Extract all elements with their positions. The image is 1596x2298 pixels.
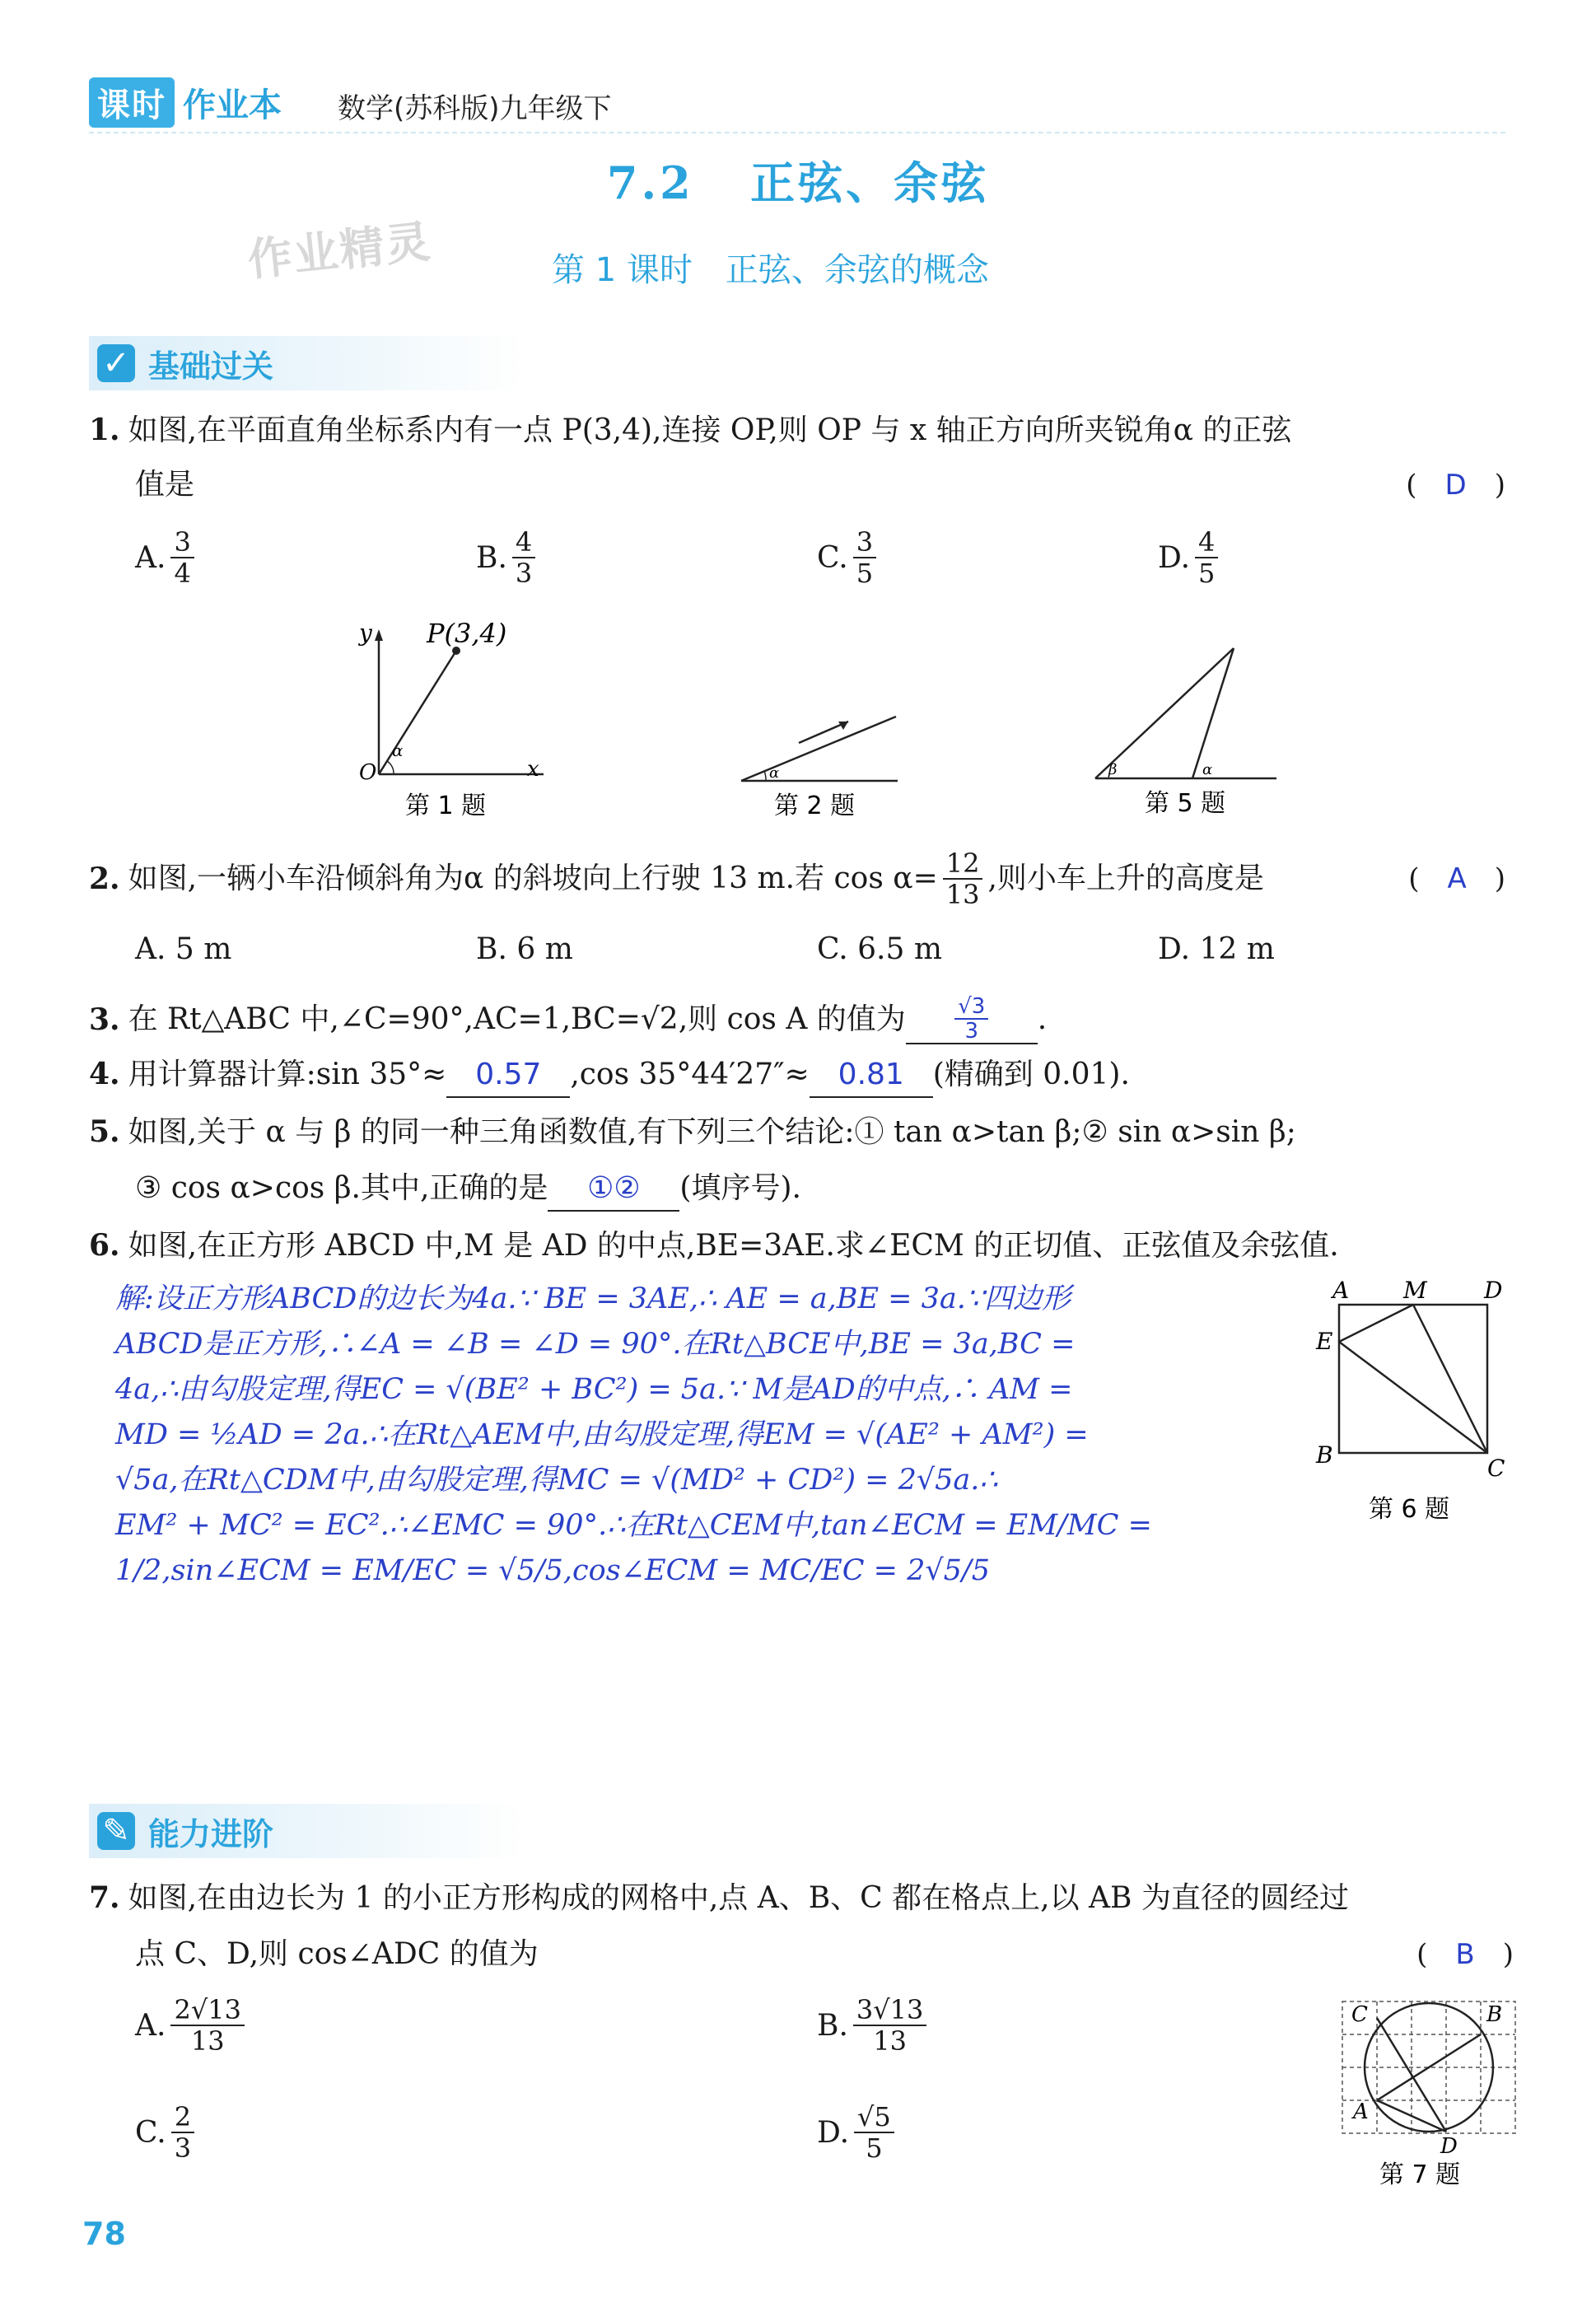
label-e: E <box>1316 1328 1333 1355</box>
page-number: 78 <box>82 2216 126 2252</box>
figure-5 <box>1087 638 1285 820</box>
answer-blank: 0.57 <box>446 1053 570 1098</box>
fraction <box>854 2102 894 2163</box>
question-text: 值是 <box>135 468 195 502</box>
section-name: 正弦、余弦 <box>750 156 990 209</box>
segment-op <box>379 651 456 774</box>
option-label: D. <box>1158 540 1191 575</box>
label-y: y <box>359 619 372 647</box>
fraction <box>512 527 535 588</box>
solution-line: EM² + MC² = EC².∴∠EMC = 90°.∴在Rt△CEM中,tan∠ECM = EM/MC = <box>115 1509 1152 1542</box>
denominator: 4 <box>174 558 191 589</box>
question-number: 6. <box>89 1228 120 1263</box>
numerator: 4 <box>1195 527 1218 558</box>
watermark: 作业精灵 <box>245 215 435 287</box>
option-b: B. 6 m <box>476 932 573 966</box>
denominator: 13 <box>945 879 980 910</box>
figure-7 <box>1330 1985 1519 2191</box>
answer-paren: ( D ) <box>1406 469 1505 502</box>
option-label: B. <box>817 2008 848 2043</box>
option-d <box>817 2102 899 2163</box>
label-p: P(3,4) <box>427 618 507 649</box>
option-a <box>135 527 199 588</box>
question-text: ,则小车上升的高度是 <box>987 862 1264 895</box>
angle-arc <box>764 771 766 781</box>
label-a: A <box>1353 2099 1369 2124</box>
answer-blank: 0.81 <box>810 1053 933 1098</box>
question-2 <box>89 848 1505 909</box>
question-number: 3. <box>89 1002 120 1037</box>
segment-em <box>1339 1305 1413 1342</box>
option-label: B. <box>476 540 507 575</box>
question-4 <box>89 1053 1130 1098</box>
segment-mc <box>1413 1305 1487 1453</box>
denominator: 13 <box>873 2025 907 2057</box>
label-x: x <box>527 757 539 782</box>
band-label: 能力进阶 <box>148 1815 274 1852</box>
answer: B <box>1455 1938 1475 1971</box>
question-text: ,cos 35°44′27″≈ <box>570 1058 810 1091</box>
solution-line: √5a,在Rt△CDM中,由勾股定理,得MC = √(MD² + CD²) = 2√5a.∴ <box>115 1464 998 1497</box>
question-number: 2. <box>89 862 120 896</box>
question-text: 如图,在平面直角坐标系内有一点 P(3,4),连接 OP,则 OP 与 x 轴正方向所夹锐角α 的正弦 <box>128 413 1292 447</box>
logo-box: 课时 <box>89 77 175 128</box>
solution-line: ABCD是正方形,∴∠A = ∠B = ∠D = 90°.在Rt△BCE中,BE = 3a,BC = <box>115 1328 1076 1361</box>
question-number: 1. <box>89 413 120 447</box>
question-text: 点 C、D,则 cos∠ADC 的值为 <box>135 1937 539 1971</box>
label-alpha: α <box>392 740 404 760</box>
fraction <box>1195 527 1218 588</box>
denominator: 5 <box>856 558 874 589</box>
numerator: 3√13 <box>853 1995 926 2026</box>
option-c: C. 6.5 m <box>817 932 942 966</box>
option-a: A. 5 m <box>135 932 232 966</box>
fraction <box>170 527 194 588</box>
answer: A <box>1447 862 1467 895</box>
question-6 <box>89 1224 1522 1268</box>
label-beta: β <box>1108 761 1118 778</box>
question-7 <box>89 1876 1514 1976</box>
option-label: D. <box>817 2115 850 2150</box>
figure-caption: 第 7 题 <box>1379 2160 1461 2189</box>
numerator: √5 <box>854 2102 894 2133</box>
lesson-title: 第 1 课时 正弦、余弦的概念 <box>552 251 989 289</box>
y-arrow-icon <box>375 629 383 641</box>
figure-2 <box>733 700 914 824</box>
denominator: 5 <box>1198 558 1216 589</box>
denominator: 3 <box>515 558 533 589</box>
question-text: 如图,在由边长为 1 的小正方形构成的网格中,点 A、B、C 都在格点上,以 AB 为直径的圆经过 <box>128 1881 1349 1915</box>
band-label: 基础过关 <box>148 348 274 385</box>
answer-paren: ( B ) <box>1416 1938 1514 1971</box>
header-logo <box>89 81 282 124</box>
question-text: 如图,在正方形 ABCD 中,M 是 AD 的中点,BE=3AE.求∠ECM 的正切值、正弦值及余弦值. <box>128 1229 1339 1263</box>
figure-caption: 第 1 题 <box>405 792 487 820</box>
section-number: 7.2 <box>606 156 694 209</box>
label-b: B <box>1316 1441 1333 1469</box>
label-c: C <box>1487 1455 1505 1482</box>
question-number: 4. <box>89 1057 120 1091</box>
numerator: 3 <box>853 527 876 558</box>
question-text: 用计算器计算:sin 35°≈ <box>128 1058 447 1091</box>
option-a <box>135 1995 250 2056</box>
option-label: A. <box>135 2008 166 2043</box>
answer-fraction <box>954 995 988 1043</box>
section-band-advanced <box>89 1804 525 1858</box>
header-subject: 数学(苏科版)九年级下 <box>338 92 612 125</box>
solution-line: 4a,∴由勾股定理,得EC = √(BE² + BC²) = 5a.∵ M是AD的中点,∴ AM = <box>115 1373 1073 1406</box>
question-number: 5. <box>89 1114 120 1149</box>
figure-caption: 第 2 题 <box>774 792 856 820</box>
denominator: 5 <box>866 2132 883 2164</box>
question-3: 3. 在 Rt△ABC 中,∠C=90°,AC=1,BC=√2,则 cos A 的值为 $\frac{√3}{3}$ . <box>89 994 1048 1044</box>
question-text: (填序号). <box>679 1171 801 1205</box>
label-alpha: α <box>1202 761 1213 778</box>
question-number: 7. <box>89 1880 120 1915</box>
option-d: D. 12 m <box>1158 932 1275 966</box>
fraction <box>853 527 876 588</box>
option-b <box>817 1995 931 2056</box>
label-a: A <box>1332 1277 1350 1304</box>
figure-caption: 第 6 题 <box>1369 1495 1450 1524</box>
pencil-icon: ✎ <box>97 1812 135 1850</box>
question-text: (精确到 0.01). <box>932 1058 1130 1091</box>
denominator: 13 <box>190 2025 225 2057</box>
fraction <box>171 2102 194 2163</box>
numerator: 3 <box>170 527 194 558</box>
option-label: A. <box>135 540 166 575</box>
numerator: 12 <box>943 848 983 880</box>
square-abcd <box>1339 1305 1487 1453</box>
question-text: 如图,关于 α 与 β 的同一种三角函数值,有下列三个结论:① tan α>tan β;② sin α>sin β; <box>128 1115 1296 1149</box>
figure-caption: 第 5 题 <box>1145 789 1226 818</box>
fraction <box>853 1995 926 2056</box>
label-o: O <box>359 760 377 785</box>
solution-line: 1/2,sin∠ECM = EM/EC = √5/5,cos∠ECM = MC/EC = 2√5/5 <box>115 1554 990 1587</box>
angle-arc <box>387 761 394 774</box>
label-b: B <box>1486 2002 1503 2027</box>
section-band-basic <box>89 336 525 390</box>
denominator: 3 <box>964 1019 979 1044</box>
figure-6 <box>1309 1277 1515 1532</box>
header-divider <box>89 132 1505 133</box>
numerator: 4 <box>512 527 535 558</box>
question-5 <box>89 1110 1522 1212</box>
numerator: √3 <box>954 995 988 1020</box>
question-1 <box>89 409 1505 507</box>
label-alpha: α <box>769 764 780 782</box>
option-d <box>1158 527 1223 588</box>
answer-blank: ①② <box>548 1167 679 1212</box>
answer: D <box>1444 469 1467 502</box>
segment-ec <box>1339 1342 1487 1453</box>
option-label: C. <box>135 2115 166 2150</box>
label-d: D <box>1440 2134 1458 2159</box>
question-text: 如图,一辆小车沿倾斜角为α 的斜坡向上行驶 13 m.若 cos α= <box>128 862 938 895</box>
label-c: C <box>1351 2002 1368 2027</box>
option-c <box>135 2102 199 2163</box>
solution-block <box>115 1277 1318 1594</box>
question-text: ③ cos α>cos β.其中,正确的是 <box>135 1171 548 1205</box>
solution-line: MD = ½AD = 2a.∴在Rt△AEM中,由勾股定理,得EM = √(AE² + AM²) = <box>115 1418 1089 1451</box>
logo-text: 作业本 <box>183 86 282 124</box>
option-c <box>817 527 881 588</box>
fraction <box>170 1995 244 2056</box>
solution-line: 解:设正方形ABCD的边长为4a.∵ BE = 3AE,∴ AE = a,BE = 3a.∵四边形 <box>115 1282 1071 1315</box>
fraction <box>943 848 983 909</box>
numerator: 2√13 <box>170 1995 244 2026</box>
option-b <box>476 527 540 588</box>
label-m: M <box>1403 1277 1427 1304</box>
answer-paren: ( A ) <box>1408 862 1505 895</box>
question-text: 在 Rt△ABC 中,∠C=90°,AC=1,BC=√2,则 cos A 的值为 <box>128 1002 906 1036</box>
check-icon: ✓ <box>97 344 135 382</box>
figure-1 <box>329 618 576 824</box>
denominator: 3 <box>174 2132 192 2164</box>
option-label: C. <box>817 540 848 575</box>
answer-blank <box>906 995 1038 1044</box>
section-title <box>0 148 1596 212</box>
numerator: 2 <box>171 2102 194 2133</box>
label-d: D <box>1484 1277 1503 1304</box>
